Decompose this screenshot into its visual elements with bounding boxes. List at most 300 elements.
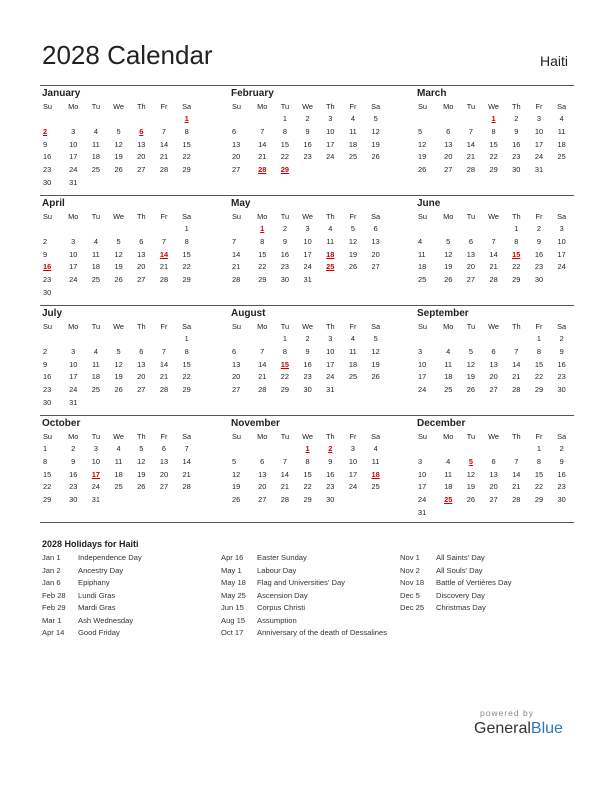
holiday-name: Ancestry Day: [78, 565, 124, 575]
day-cell: 8: [536, 346, 542, 356]
day-cell: 8: [184, 126, 189, 136]
day-cell: 8: [184, 346, 189, 356]
weekday-label: Th: [325, 102, 335, 111]
weekday-label: Th: [325, 322, 335, 331]
day-cell: 20: [137, 372, 146, 382]
day-cell: 29: [182, 275, 191, 285]
day-cell: 26: [418, 165, 427, 175]
day-cell: 7: [514, 346, 519, 356]
day-cell: 7: [161, 126, 167, 136]
empty-cell: [415, 443, 437, 456]
day-cell: 16: [326, 469, 335, 479]
day-cell: 11: [92, 139, 100, 149]
month-name: December: [417, 418, 466, 429]
day-cell: 10: [348, 456, 358, 466]
weekday-label: Su: [232, 212, 242, 221]
day-cell: 7: [260, 346, 265, 356]
day-cell: 15: [182, 359, 191, 369]
weekday-header: [40, 211, 198, 223]
empty-cell: [364, 494, 387, 507]
month-name: August: [231, 308, 266, 319]
week-row: [229, 261, 387, 274]
day-cell: 18: [557, 139, 566, 149]
day-cell: 4: [418, 236, 423, 246]
weekday-header: [415, 321, 573, 333]
empty-cell: [153, 287, 176, 300]
weekday-header: [415, 211, 573, 223]
holiday-date: May 1: [221, 565, 242, 575]
day-cell: 23: [280, 262, 289, 272]
day-cell: 17: [557, 249, 566, 259]
empty-cell: [107, 494, 130, 507]
weekday-label: Sa: [182, 322, 192, 331]
weekday-label: We: [113, 212, 125, 221]
weekday-label: Mo: [68, 212, 79, 221]
day-cell: 12: [114, 359, 123, 369]
empty-cell: [528, 507, 551, 520]
week-row: [229, 359, 387, 372]
weekday-label: Th: [511, 212, 521, 221]
weekday-label: Mo: [257, 102, 268, 111]
week-row: [229, 456, 387, 469]
empty-cell: [40, 113, 62, 126]
holiday-name: Independence Day: [78, 553, 142, 562]
day-cell: 27: [232, 165, 241, 175]
row-divider: [40, 85, 574, 86]
day-cell: 16: [69, 469, 78, 479]
holiday-day-cell: 1: [184, 114, 189, 123]
empty-cell: [550, 274, 573, 287]
holiday-row: [221, 590, 387, 603]
day-cell: 24: [69, 385, 78, 395]
week-row: [415, 126, 573, 139]
weekday-label: We: [302, 102, 314, 111]
day-cell: 11: [326, 236, 335, 246]
day-cell: 19: [466, 482, 475, 492]
week-row: [229, 481, 387, 494]
holiday-name: Christmas Day: [436, 603, 486, 612]
day-cell: 15: [534, 469, 544, 479]
day-cell: 26: [444, 275, 453, 285]
day-cell: 17: [348, 469, 358, 479]
day-cell: 4: [328, 224, 333, 233]
empty-cell: [175, 177, 198, 190]
weekday-header: [415, 101, 573, 113]
day-cell: 23: [43, 385, 52, 395]
holiday-name: Labour Day: [257, 565, 297, 575]
holiday-date: May 25: [221, 590, 246, 600]
day-cell: 19: [232, 482, 241, 492]
brand-general: General: [474, 720, 531, 737]
day-cell: 27: [466, 275, 475, 285]
day-cell: 25: [418, 275, 427, 285]
empty-cell: [85, 113, 108, 126]
day-cell: 8: [260, 236, 265, 246]
empty-cell: [62, 333, 85, 346]
day-cell: 24: [303, 262, 312, 272]
day-cell: 23: [557, 372, 566, 382]
weekday-header: [229, 321, 387, 333]
holiday-row: [400, 577, 566, 590]
day-cell: 14: [466, 139, 475, 149]
empty-cell: [229, 333, 251, 346]
day-cell: 8: [514, 236, 519, 246]
day-cell: 6: [139, 236, 144, 246]
weekday-label: Th: [325, 432, 335, 441]
weekday-header: [229, 101, 387, 113]
empty-cell: [85, 177, 108, 190]
empty-cell: [460, 113, 483, 126]
day-cell: 2: [536, 224, 542, 233]
day-cell: 17: [69, 152, 78, 162]
day-cell: 22: [182, 372, 191, 382]
day-cell: 29: [280, 385, 289, 395]
weekday-header: [229, 211, 387, 223]
day-cell: 22: [534, 482, 544, 492]
day-cell: 24: [557, 262, 566, 272]
empty-cell: [415, 223, 437, 236]
day-cell: 9: [559, 456, 564, 466]
day-cell: 18: [444, 482, 453, 492]
day-cell: 30: [534, 275, 544, 285]
empty-cell: [153, 333, 176, 346]
day-cell: 5: [116, 236, 121, 246]
week-row: [415, 333, 573, 346]
day-cell: 30: [69, 495, 78, 505]
weekday-label: Mo: [257, 212, 268, 221]
empty-cell: [437, 507, 460, 520]
day-cell: 27: [258, 495, 267, 505]
weekday-label: Fr: [160, 212, 168, 221]
day-cell: 21: [512, 372, 521, 382]
day-cell: 14: [159, 139, 169, 149]
day-cell: 4: [373, 444, 378, 453]
day-cell: 28: [512, 495, 521, 505]
holiday-column: [42, 552, 208, 640]
day-cell: 14: [258, 139, 267, 149]
holiday-name: Battle of Vertières Day: [436, 578, 512, 587]
day-cell: 19: [371, 139, 380, 149]
week-row: [415, 139, 573, 152]
week-row: [40, 359, 198, 372]
empty-cell: [550, 507, 573, 520]
day-cell: 6: [373, 224, 378, 233]
holiday-row: [221, 565, 387, 578]
empty-cell: [107, 287, 130, 300]
day-cell: 3: [536, 114, 542, 123]
day-cell: 25: [557, 152, 566, 162]
day-cell: 22: [43, 482, 52, 492]
day-cell: 13: [444, 139, 453, 149]
week-row: [40, 151, 198, 164]
week-row: [415, 507, 573, 520]
day-cell: 18: [348, 359, 358, 369]
holiday-date: Nov 18: [400, 578, 425, 587]
day-cell: 31: [326, 385, 335, 395]
weekday-label: Su: [232, 102, 242, 111]
week-row: [229, 443, 387, 456]
week-row: [40, 177, 198, 190]
day-cell: 26: [466, 495, 475, 505]
month-name: April: [42, 198, 65, 209]
empty-cell: [85, 333, 108, 346]
day-cell: 27: [137, 275, 146, 285]
day-cell: 2: [559, 334, 564, 343]
empty-cell: [153, 177, 176, 190]
empty-cell: [229, 443, 251, 456]
empty-cell: [130, 177, 153, 190]
day-cell: 17: [326, 359, 335, 369]
day-cell: 18: [91, 372, 100, 382]
week-row: [229, 126, 387, 139]
day-cell: 3: [93, 444, 98, 453]
empty-cell: [107, 397, 130, 410]
day-cell: 7: [232, 236, 237, 246]
holiday-date: Oct 17: [221, 628, 244, 637]
day-cell: 10: [91, 456, 100, 466]
week-row: [40, 287, 198, 300]
day-cell: 1: [184, 334, 189, 343]
day-cell: 6: [260, 456, 265, 466]
day-cell: 23: [326, 482, 335, 492]
weekday-label: Fr: [349, 102, 357, 111]
week-row: [229, 469, 387, 482]
month-name: October: [42, 418, 81, 429]
weekday-header: [40, 101, 198, 113]
day-cell: 27: [489, 495, 498, 505]
day-cell: 6: [139, 346, 144, 356]
week-row: [40, 249, 198, 262]
day-cell: 10: [69, 249, 78, 259]
day-cell: 8: [282, 126, 287, 136]
day-cell: 18: [91, 152, 100, 162]
day-cell: 11: [349, 126, 357, 136]
day-cell: 21: [232, 262, 241, 272]
weekday-label: Th: [511, 432, 521, 441]
empty-cell: [437, 223, 460, 236]
day-cell: 8: [491, 126, 496, 136]
month-name: February: [231, 88, 274, 99]
holiday-day-cell: 25: [444, 495, 453, 505]
holiday-column: [221, 552, 387, 640]
day-cell: 9: [43, 249, 48, 259]
day-cell: 4: [446, 346, 451, 356]
country-label: Haiti: [539, 53, 568, 69]
week-row: [415, 261, 573, 274]
day-cell: 18: [91, 262, 100, 272]
week-row: [40, 113, 198, 126]
day-cell: 10: [69, 139, 78, 149]
day-cell: 12: [348, 236, 358, 246]
week-row: [415, 113, 573, 126]
week-row: [40, 274, 198, 287]
day-cell: 2: [71, 444, 76, 453]
weekday-label: Sa: [371, 212, 381, 221]
day-cell: 6: [232, 126, 237, 136]
day-cell: 29: [534, 495, 544, 505]
holiday-name: Discovery Day: [436, 590, 485, 600]
day-cell: 27: [489, 385, 498, 395]
day-cell: 16: [534, 249, 544, 259]
holiday-row: [400, 590, 566, 603]
weekday-label: Mo: [257, 432, 268, 441]
empty-cell: [364, 384, 387, 397]
month-september: [415, 307, 573, 397]
weekday-label: Mo: [443, 322, 454, 331]
empty-cell: [505, 443, 528, 456]
empty-cell: [251, 113, 274, 126]
day-cell: 19: [137, 469, 146, 479]
day-cell: 6: [468, 236, 473, 246]
weekday-label: Sa: [371, 432, 381, 441]
holiday-date: Nov 1: [400, 553, 420, 562]
generalblue-logo[interactable]: [474, 720, 563, 738]
day-cell: 21: [159, 372, 169, 382]
day-cell: 3: [418, 456, 423, 466]
weekday-label: Fr: [349, 322, 357, 331]
week-row: [229, 333, 387, 346]
day-cell: 12: [418, 139, 427, 149]
weekday-label: Th: [136, 212, 146, 221]
day-cell: 23: [303, 372, 312, 382]
day-cell: 21: [258, 152, 267, 162]
month-october: [40, 417, 198, 507]
week-row: [229, 236, 387, 249]
day-cell: 21: [466, 152, 475, 162]
empty-cell: [460, 443, 483, 456]
day-cell: 22: [512, 262, 521, 272]
empty-cell: [415, 333, 437, 346]
day-cell: 28: [182, 482, 191, 492]
day-cell: 31: [91, 495, 100, 505]
holiday-row: [400, 602, 566, 615]
day-cell: 1: [536, 334, 542, 343]
empty-cell: [437, 333, 460, 346]
holiday-name: Assumption: [257, 615, 297, 625]
holiday-date: Apr 14: [42, 628, 65, 637]
month-name: March: [417, 88, 447, 99]
day-cell: 31: [418, 507, 427, 517]
day-cell: 13: [137, 359, 146, 369]
empty-cell: [482, 507, 505, 520]
day-cell: 16: [43, 372, 52, 382]
holiday-day-cell: 25: [326, 262, 335, 272]
row-divider: [40, 305, 574, 306]
day-cell: 10: [418, 359, 427, 369]
day-cell: 8: [184, 236, 189, 246]
holiday-name: Corpus Christi: [257, 603, 306, 612]
day-cell: 14: [489, 249, 498, 259]
week-row: [415, 456, 573, 469]
week-row: [229, 384, 387, 397]
day-cell: 11: [444, 359, 453, 369]
weekday-label: Tu: [91, 102, 101, 111]
holiday-row: [42, 615, 208, 628]
day-cell: 1: [282, 114, 287, 123]
holiday-day-cell: 5: [468, 456, 473, 466]
day-cell: 27: [137, 165, 146, 175]
day-cell: 28: [159, 275, 169, 285]
holiday-day-cell: 1: [305, 444, 310, 453]
empty-cell: [153, 494, 176, 507]
day-cell: 3: [71, 346, 76, 356]
day-cell: 13: [371, 236, 380, 246]
empty-cell: [107, 223, 130, 236]
day-cell: 22: [303, 482, 312, 492]
day-cell: 30: [43, 287, 52, 297]
weekday-header: [229, 431, 387, 443]
holiday-row: [221, 552, 387, 565]
day-cell: 26: [114, 275, 123, 285]
holiday-day-cell: 6: [139, 126, 144, 136]
day-cell: 17: [534, 139, 544, 149]
day-cell: 4: [93, 346, 98, 356]
day-cell: 4: [559, 114, 564, 123]
holiday-date: Feb 28: [42, 590, 66, 600]
week-row: [40, 443, 198, 456]
holiday-date: May 18: [221, 578, 246, 587]
empty-cell: [153, 113, 176, 126]
week-row: [415, 469, 573, 482]
day-cell: 26: [114, 385, 123, 395]
day-cell: 16: [303, 139, 312, 149]
empty-cell: [296, 164, 319, 177]
day-cell: 18: [444, 372, 453, 382]
day-cell: 27: [159, 482, 169, 492]
week-row: [229, 371, 387, 384]
week-row: [40, 139, 198, 152]
weekday-label: Mo: [68, 322, 79, 331]
week-row: [40, 469, 198, 482]
day-cell: 13: [466, 249, 475, 259]
month-march: [415, 87, 573, 177]
day-cell: 7: [184, 444, 189, 453]
day-cell: 22: [182, 262, 191, 272]
day-cell: 4: [446, 456, 451, 466]
week-row: [40, 384, 198, 397]
day-cell: 2: [559, 444, 564, 453]
day-cell: 13: [258, 469, 267, 479]
weekday-label: We: [113, 322, 125, 331]
day-cell: 24: [326, 372, 335, 382]
day-cell: 22: [489, 152, 498, 162]
day-cell: 16: [557, 359, 566, 369]
weekday-label: Sa: [557, 102, 567, 111]
day-cell: 14: [258, 359, 267, 369]
weekday-label: Mo: [257, 322, 268, 331]
day-cell: 23: [69, 482, 78, 492]
weekday-label: Su: [43, 102, 53, 111]
empty-cell: [319, 274, 342, 287]
day-cell: 15: [303, 469, 312, 479]
day-cell: 12: [371, 346, 380, 356]
week-row: [229, 151, 387, 164]
month-name: November: [231, 418, 280, 429]
weekday-label: Su: [43, 432, 53, 441]
weekday-label: Tu: [91, 322, 101, 331]
day-cell: 24: [348, 482, 358, 492]
weekday-label: Sa: [182, 212, 192, 221]
holiday-day-cell: 14: [159, 249, 169, 259]
weekday-label: Sa: [557, 322, 567, 331]
day-cell: 20: [137, 262, 146, 272]
week-row: [40, 126, 198, 139]
day-cell: 11: [92, 249, 100, 259]
holiday-day-cell: 15: [280, 359, 289, 369]
day-cell: 6: [491, 456, 496, 466]
day-cell: 9: [328, 456, 333, 466]
weekday-label: Su: [232, 432, 242, 441]
